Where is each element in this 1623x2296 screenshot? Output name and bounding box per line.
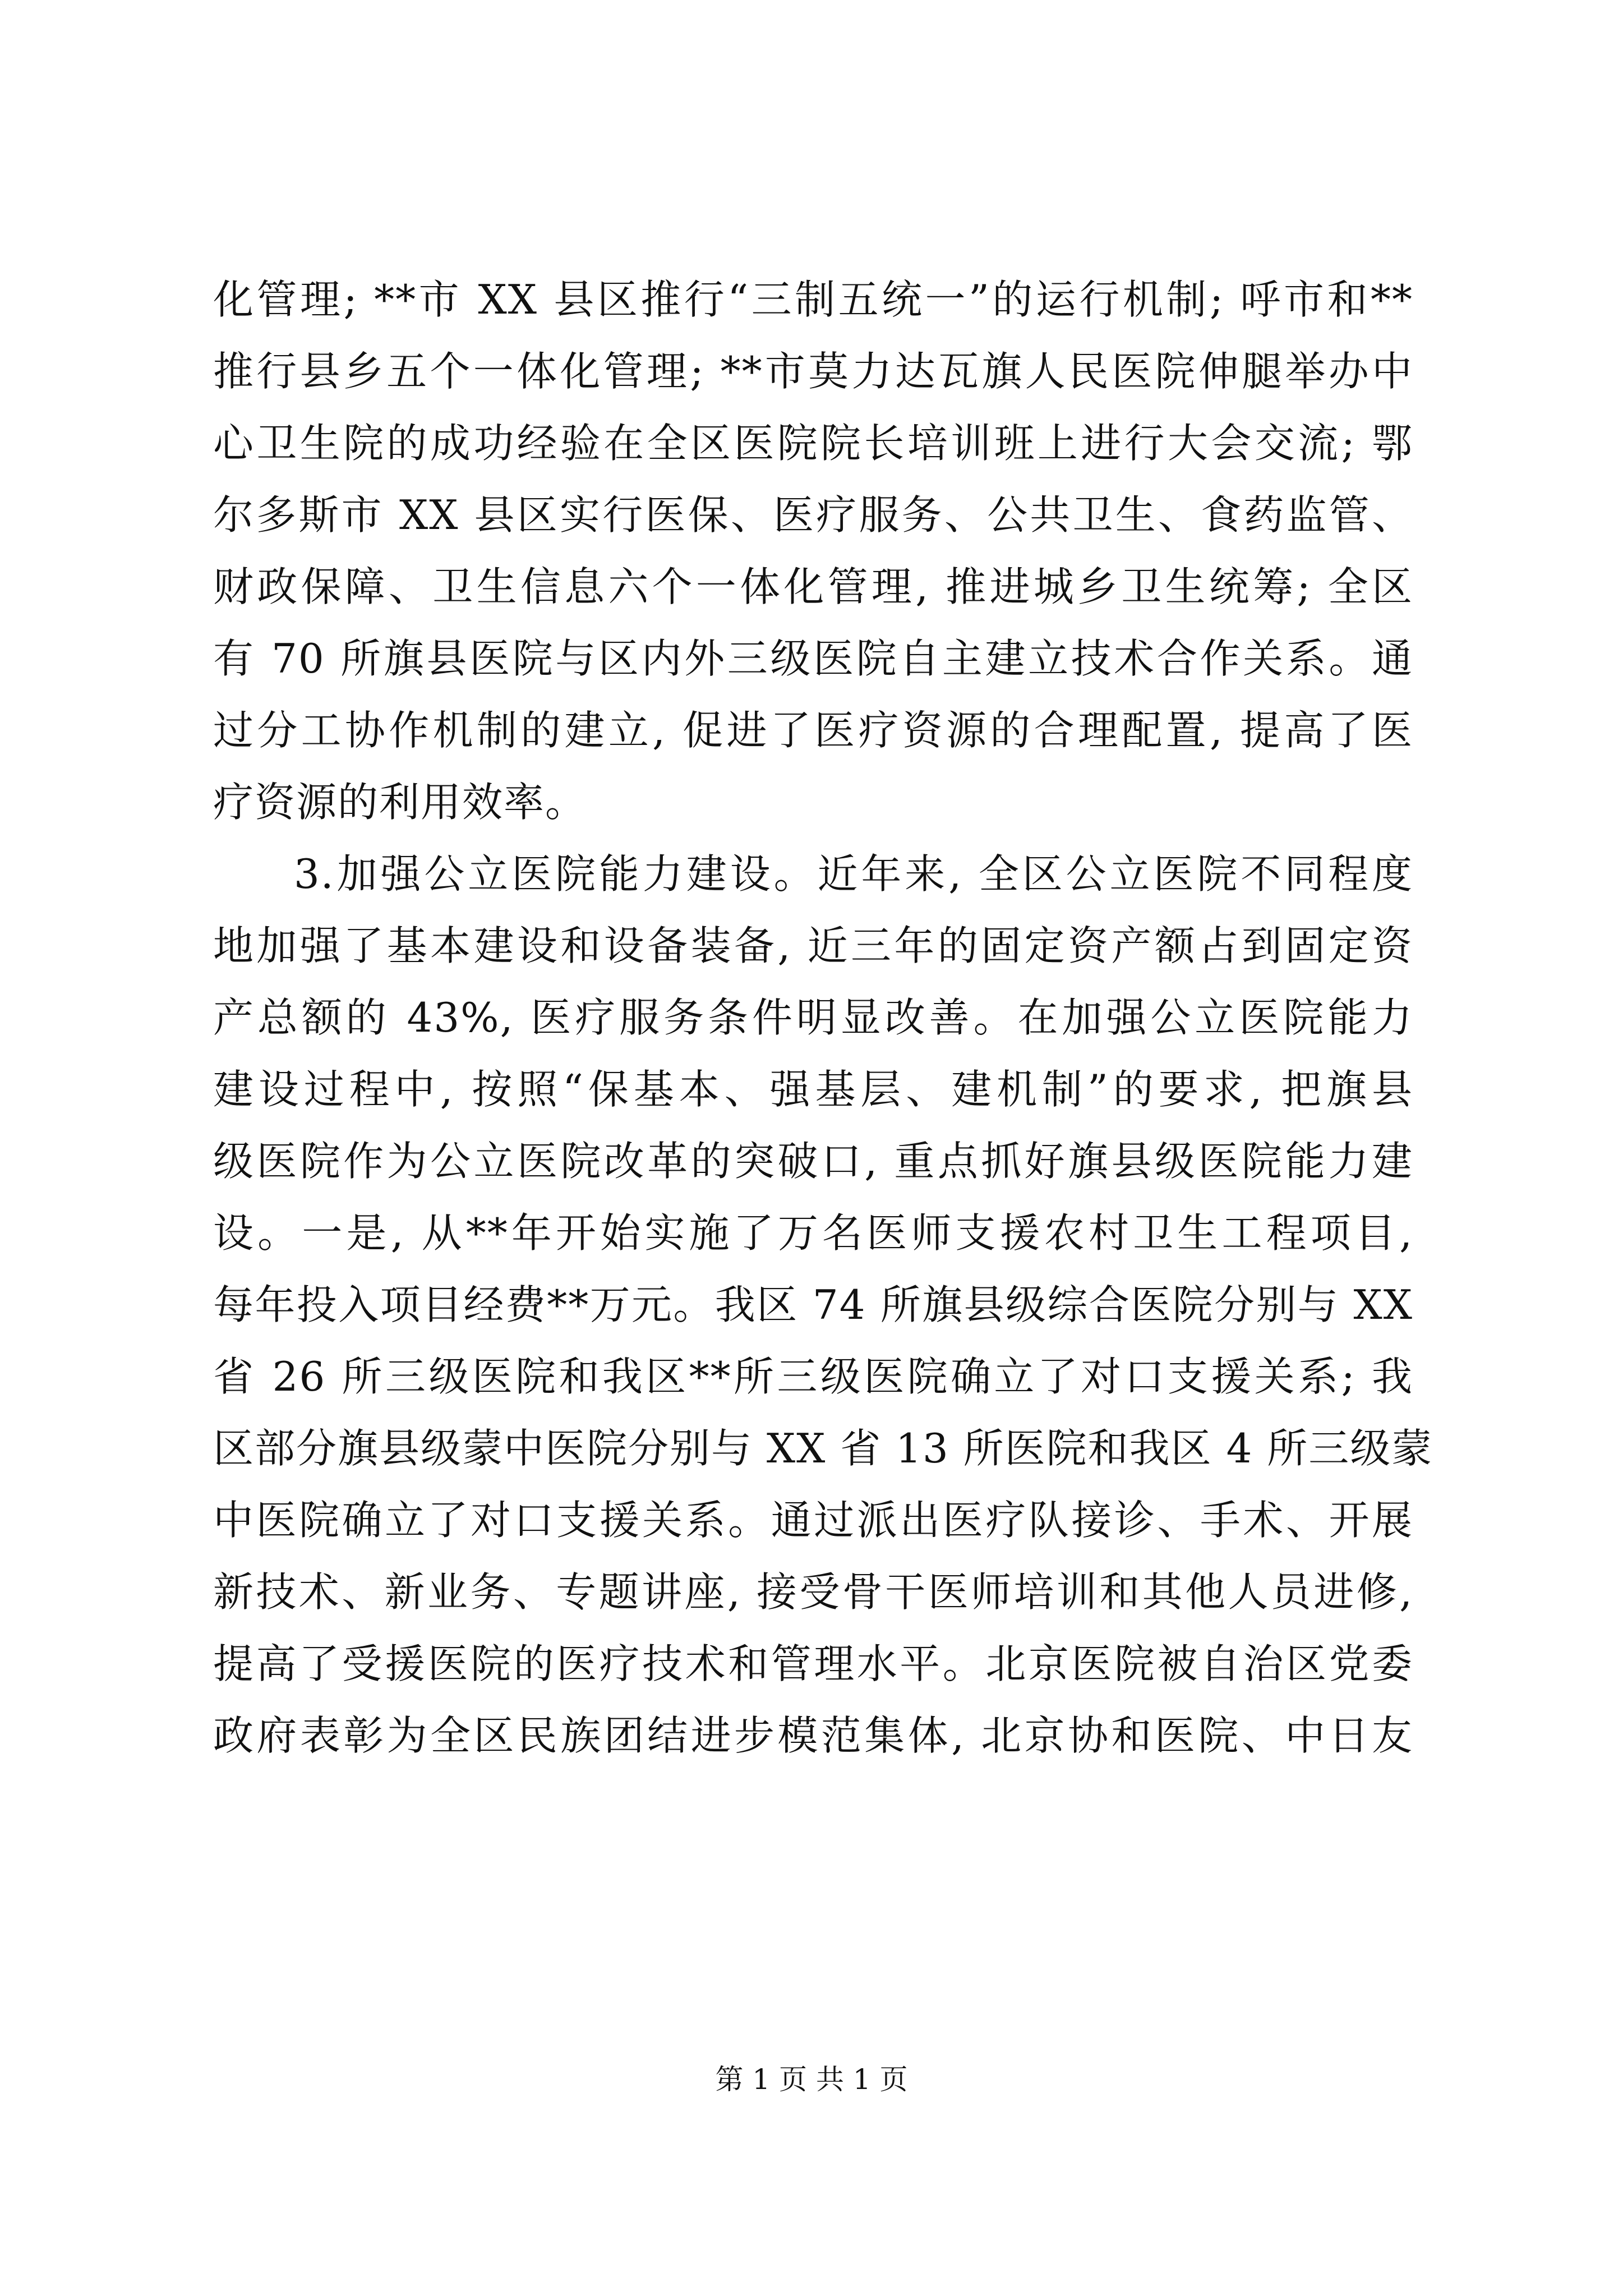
text-line: 地加强了基本建设和设备装备, 近三年的固定资产额占到固定资 xyxy=(213,922,1413,969)
text-line: 设。一是, 从**年开始实施了万名医师支援农村卫生工程项目, xyxy=(213,1209,1413,1257)
text-line: 过分工协作机制的建立, 促进了医疗资源的合理配置, 提高了医 xyxy=(213,707,1413,754)
text-line: 每年投入项目经费**万元。我区 74 所旗县级综合医院分别与 XX xyxy=(213,1281,1413,1328)
text-line: 新技术、新业务、专题讲座, 接受骨干医师培训和其他人员进修, xyxy=(213,1568,1413,1616)
text-line: 推行县乡五个一体化管理; **市莫力达瓦旗人民医院伸腿举办中 xyxy=(213,348,1413,395)
text-line: 3.加强公立医院能力建设。近年来, 全区公立医院不同程度 xyxy=(294,850,1413,898)
text-line: 政府表彰为全区民族团结进步模范集体, 北京协和医院、中日友 xyxy=(213,1712,1413,1759)
text-line: 中医院确立了对口支援关系。通过派出医疗队接诊、手术、开展 xyxy=(213,1497,1413,1544)
text-line: 省 26 所三级医院和我区**所三级医院确立了对口支援关系; 我 xyxy=(213,1353,1413,1400)
text-line: 心卫生院的成功经验在全区医院院长培训班上进行大会交流; 鄂 xyxy=(213,420,1413,467)
text-line: 疗资源的利用效率。 xyxy=(213,779,587,826)
text-line: 尔多斯市 XX 县区实行医保、医疗服务、公共卫生、食药监管、 xyxy=(213,491,1413,539)
body-text xyxy=(213,264,1433,1772)
page-footer xyxy=(0,2060,1623,2099)
text-line: 建设过程中, 按照“保基本、强基层、建机制”的要求, 把旗县 xyxy=(213,1066,1413,1113)
text-line: 级医院作为公立医院改革的突破口, 重点抓好旗县级医院能力建 xyxy=(213,1138,1413,1185)
text-line: 化管理; **市 XX 县区推行“三制五统一”的运行机制; 呼市和** xyxy=(213,276,1413,323)
text-line: 区部分旗县级蒙中医院分别与 XX 省 13 所医院和我区 4 所三级蒙 xyxy=(213,1425,1433,1472)
text-line: 财政保障、卫生信息六个一体化管理, 推进城乡卫生统筹; 全区 xyxy=(213,563,1413,610)
paragraph-1 xyxy=(213,264,1413,838)
text-line: 提高了受援医院的医疗技术和管理水平。北京医院被自治区党委 xyxy=(213,1640,1413,1687)
paragraph-2 xyxy=(213,838,1433,1772)
text-line: 产总额的 43%, 医疗服务条件明显改善。在加强公立医院能力 xyxy=(213,994,1413,1041)
page-number-label: 第 1 页 共 1 页 xyxy=(715,2063,908,2096)
text-line: 有 70 所旗县医院与区内外三级医院自主建立技术合作关系。通 xyxy=(213,635,1413,682)
